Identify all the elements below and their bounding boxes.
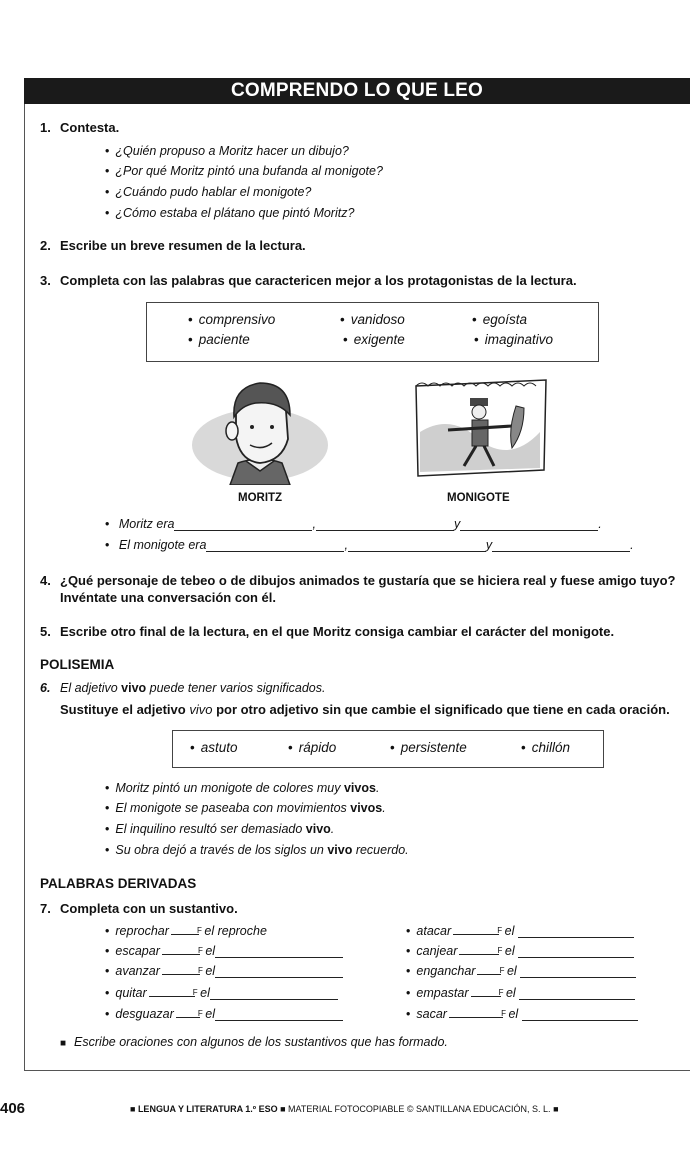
q1-item: • ¿Quién propuso a Moritz hacer un dibujo? <box>105 144 349 158</box>
question-3 <box>40 273 577 288</box>
square-bullet-icon: ■ <box>130 1104 138 1114</box>
section-heading-derivadas: PALABRAS DERIVADAS <box>40 876 197 891</box>
adjective-option: • chillón <box>521 740 570 755</box>
question-1 <box>40 120 119 135</box>
blank[interactable] <box>215 1008 343 1021</box>
arrow-icon <box>176 1009 200 1018</box>
question-text: Escribe otro final de la lectura, en el que Moritz consiga cambiar el carácter del monigote. <box>60 624 615 639</box>
verb: enganchar <box>416 964 476 978</box>
word-option: • paciente <box>188 332 250 347</box>
sentence-text: . <box>382 801 386 815</box>
question-5 <box>40 624 614 639</box>
fill-line-prefix: Moritz era <box>118 517 175 531</box>
fill-line-prefix: El monigote era <box>118 538 207 552</box>
comma: , <box>344 538 348 552</box>
sentence-text: . <box>375 781 380 795</box>
sentence <box>105 801 386 815</box>
q1-item: • ¿Cuándo pudo hablar el monigote? <box>105 185 311 199</box>
blank[interactable] <box>492 539 630 552</box>
blank[interactable] <box>215 945 343 958</box>
fill-line-moritz <box>105 517 602 531</box>
question-number: 6. <box>40 681 51 695</box>
adjective-option: • persistente <box>390 740 467 755</box>
sentence-text: El inquilino resultó ser demasiado <box>115 822 306 836</box>
page-number: 406 <box>0 1100 26 1117</box>
period: . <box>630 538 634 552</box>
sentence-text: recuerdo. <box>352 843 409 857</box>
derivation-row <box>105 924 267 938</box>
question-text: Escribe un breve resumen de la lectura. <box>60 238 306 253</box>
verb: canjear <box>416 944 458 958</box>
intro-text: puede tener varios significados. <box>146 681 326 695</box>
word-option: • imaginativo <box>474 332 553 347</box>
noun: el <box>504 944 515 958</box>
verb: reprochar <box>115 924 169 938</box>
noun: el <box>505 986 516 1000</box>
blank[interactable] <box>518 925 634 938</box>
derivation-row <box>406 944 634 958</box>
derivation-row <box>406 986 635 1000</box>
noun: el <box>506 964 517 978</box>
blank[interactable] <box>518 945 634 958</box>
sentence-text: Su obra dejó a través de los siglos un <box>115 843 328 857</box>
verb: empastar <box>416 986 469 1000</box>
arrow-icon <box>449 1009 503 1018</box>
sentence <box>105 781 379 795</box>
task-text: Sustituye el adjetivo <box>60 702 190 717</box>
arrow-icon <box>453 926 499 935</box>
keyword: vivo <box>305 822 331 836</box>
monigote-illustration <box>412 372 550 480</box>
period: . <box>598 517 602 531</box>
verb: desguazar <box>115 1007 174 1021</box>
question-4-line-2: Invéntate una conversación con él. <box>60 590 277 605</box>
sentence <box>105 822 334 836</box>
arrow-icon <box>171 926 199 935</box>
blank[interactable] <box>210 987 338 1000</box>
noun: el reproche <box>204 924 267 938</box>
fill-line-monigote <box>105 538 634 552</box>
footer-publisher: MATERIAL FOTOCOPIABLE © SANTILLANA EDUCACIÓN, S. L. <box>288 1104 551 1114</box>
question-4 <box>40 573 676 588</box>
question-6-task <box>60 702 670 717</box>
derivation-row <box>406 924 634 938</box>
sentence-text: Moritz pintó un monigote de colores muy <box>115 781 344 795</box>
noun: el <box>504 924 515 938</box>
question-number: 2. <box>40 238 51 253</box>
noun: el <box>205 944 216 958</box>
q1-item: • ¿Por qué Moritz pintó una bufanda al monigote? <box>105 164 383 178</box>
blank[interactable] <box>522 1008 638 1021</box>
blank[interactable] <box>348 539 486 552</box>
square-bullet-icon: ■ <box>553 1104 559 1114</box>
keyword: vivo <box>189 702 213 717</box>
derivation-row <box>105 986 338 1000</box>
question-6-intro <box>40 681 325 695</box>
footer-subject: LENGUA Y LITERATURA 1.º ESO <box>137 1104 278 1114</box>
blank[interactable] <box>460 518 598 531</box>
noun: el <box>200 986 210 1000</box>
square-bullet-icon: ■ <box>60 1038 67 1049</box>
blank[interactable] <box>215 965 343 978</box>
keyword: vivos <box>343 781 376 795</box>
question-text: Completa con las palabras que caractericen mejor a los protagonistas de la lectura. <box>60 273 577 288</box>
comma: , <box>312 517 316 531</box>
footer <box>130 1104 559 1114</box>
question-number: 3. <box>40 273 51 288</box>
arrow-icon <box>471 988 501 997</box>
conjunction: y <box>453 517 461 531</box>
question-number: 4. <box>40 573 51 588</box>
conjunction: y <box>485 538 493 552</box>
derivation-row <box>105 964 343 978</box>
task-text: por otro adjetivo sin que cambie el significado que tiene en cada oración. <box>212 702 670 717</box>
blank[interactable] <box>174 518 312 531</box>
question-number: 7. <box>40 901 51 916</box>
caption-moritz: MORITZ <box>238 492 283 504</box>
word-option: • vanidoso <box>340 312 405 327</box>
adjective-option: • astuto <box>190 740 238 755</box>
keyword: vivos <box>350 801 383 815</box>
sentence-text: El monigote se paseaba con movimientos <box>115 801 351 815</box>
arrow-icon <box>162 946 200 955</box>
arrow-icon <box>477 966 501 975</box>
keyword: vivo <box>121 681 147 695</box>
square-bullet-icon: ■ <box>280 1104 289 1114</box>
question-text: Contesta. <box>60 120 120 135</box>
derivation-row <box>105 944 343 958</box>
noun: el <box>205 964 216 978</box>
caption-monigote: MONIGOTE <box>447 492 510 504</box>
section-heading-polisemia: POLISEMIA <box>40 657 115 672</box>
q1-item: • ¿Cómo estaba el plátano que pintó Moritz? <box>105 206 354 220</box>
word-option: • exigente <box>343 332 405 347</box>
final-instruction-text: Escribe oraciones con algunos de los sustantivos que has formado. <box>74 1035 448 1049</box>
word-option: • egoísta <box>472 312 527 327</box>
page-title: COMPRENDO LO QUE LEO <box>24 78 690 104</box>
question-text: ¿Qué personaje de tebeo o de dibujos animados te gustaría que se hiciera real y fuese amigo tuyo? <box>60 573 676 588</box>
keyword: vivo <box>327 843 353 857</box>
final-instruction <box>60 1035 448 1049</box>
sentence-text: . <box>330 822 335 836</box>
intro-text: El adjetivo <box>60 681 122 695</box>
question-text: Completa con un sustantivo. <box>60 901 238 916</box>
noun: el <box>205 1007 215 1021</box>
blank[interactable] <box>206 539 344 552</box>
word-option: • comprensivo <box>188 312 275 327</box>
blank[interactable] <box>520 965 636 978</box>
question-number: 5. <box>40 624 51 639</box>
arrow-icon <box>162 966 200 975</box>
noun: el <box>508 1007 519 1021</box>
arrow-icon <box>149 988 195 997</box>
blank[interactable] <box>519 987 635 1000</box>
sentence <box>105 843 409 857</box>
verb: sacar <box>416 1007 447 1021</box>
verb: escapar <box>115 944 160 958</box>
arrow-icon <box>459 946 499 955</box>
derivation-row <box>105 1007 343 1021</box>
blank[interactable] <box>316 518 454 531</box>
verb: atacar <box>416 924 452 938</box>
adjective-option: • rápido <box>288 740 336 755</box>
verb: avanzar <box>115 964 160 978</box>
question-7 <box>40 901 238 916</box>
verb: quitar <box>115 986 147 1000</box>
derivation-row <box>406 1007 638 1021</box>
question-2 <box>40 238 306 253</box>
question-number: 1. <box>40 120 51 135</box>
moritz-illustration <box>190 375 330 485</box>
derivation-row <box>406 964 636 978</box>
